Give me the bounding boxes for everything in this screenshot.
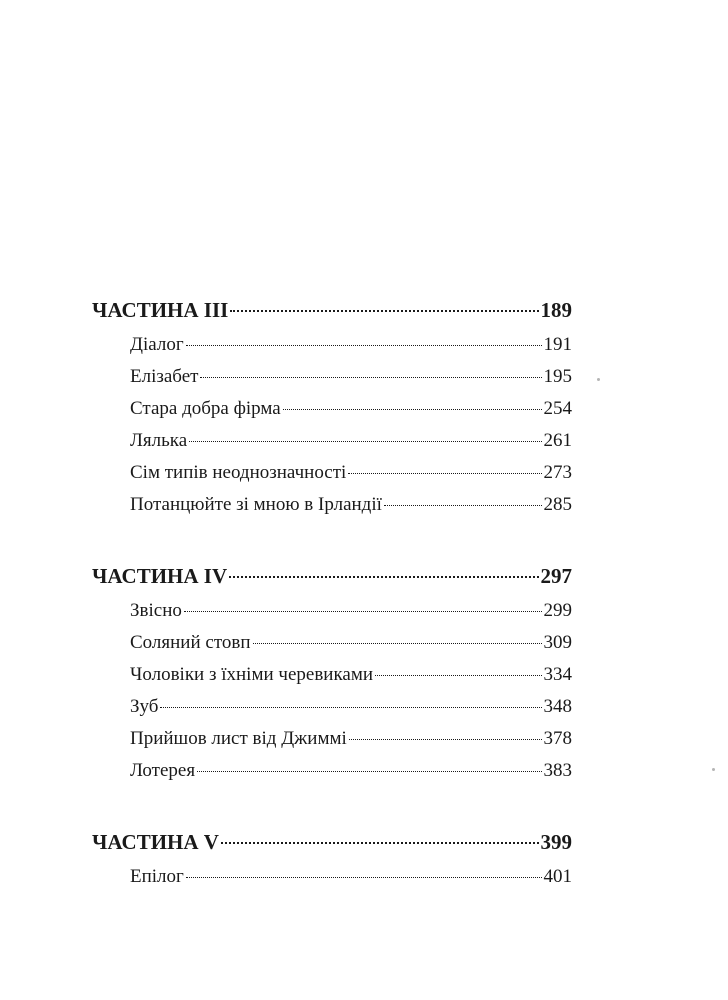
- entry-page-number: 261: [543, 430, 572, 451]
- entry-title: Лялька: [130, 430, 188, 451]
- entry-page-number: 285: [543, 494, 572, 515]
- toc-entry: [92, 723, 572, 755]
- part-page-number: 297: [540, 564, 572, 588]
- entry-page-number: 401: [543, 866, 572, 887]
- part-page-number: 189: [540, 298, 572, 322]
- scan-speck: [712, 768, 715, 771]
- toc-entry: [92, 595, 572, 627]
- toc-entry: [92, 457, 572, 489]
- entry-title: Елізабет: [130, 366, 199, 387]
- entry-title: Епілог: [130, 866, 184, 887]
- toc-entry: [92, 755, 572, 787]
- entry-title: Діалог: [130, 334, 184, 355]
- entry-page-number: 309: [543, 632, 572, 653]
- entry-page-number: 348: [543, 696, 572, 717]
- entry-title: Зуб: [130, 696, 159, 717]
- dot-leader: [160, 707, 541, 708]
- dot-leader: [348, 473, 541, 474]
- part-title: ЧАСТИНА IV: [92, 564, 228, 588]
- dot-leader: [230, 310, 538, 312]
- dot-leader: [184, 611, 542, 612]
- entry-title: Соляний стовп: [130, 632, 251, 653]
- entry-title: Прийшов лист від Джиммі: [130, 728, 347, 749]
- toc-part: [92, 825, 572, 893]
- part-title: ЧАСТИНА V: [92, 830, 219, 854]
- toc-entry: [92, 659, 572, 691]
- toc-entry: [92, 691, 572, 723]
- toc-entry: [92, 425, 572, 457]
- dot-leader: [229, 576, 538, 578]
- toc-part: [92, 559, 572, 787]
- toc-entry: [92, 627, 572, 659]
- part-title: ЧАСТИНА III: [92, 298, 229, 322]
- toc-entry: [92, 361, 572, 393]
- scan-speck: [597, 378, 600, 381]
- entry-page-number: 378: [543, 728, 572, 749]
- dot-leader: [197, 771, 541, 772]
- entry-page-number: 383: [543, 760, 572, 781]
- entry-title: Стара добра фірма: [130, 398, 281, 419]
- entry-page-number: 191: [543, 334, 572, 355]
- table-of-contents: [92, 293, 572, 931]
- toc-entry: [92, 329, 572, 361]
- entry-page-number: 254: [543, 398, 572, 419]
- part-header: [92, 293, 572, 327]
- dot-leader: [349, 739, 542, 740]
- dot-leader: [186, 877, 542, 878]
- entry-title: Лотерея: [130, 760, 196, 781]
- part-header: [92, 559, 572, 593]
- entry-page-number: 273: [543, 462, 572, 483]
- entry-page-number: 299: [543, 600, 572, 621]
- dot-leader: [375, 675, 541, 676]
- dot-leader: [253, 643, 542, 644]
- part-header: [92, 825, 572, 859]
- dot-leader: [221, 842, 539, 844]
- dot-leader: [283, 409, 542, 410]
- entry-page-number: 195: [543, 366, 572, 387]
- entry-title: Сім типів неоднозначності: [130, 462, 347, 483]
- dot-leader: [186, 345, 542, 346]
- entry-title: Чоловіки з їхніми черевиками: [130, 664, 374, 685]
- dot-leader: [200, 377, 541, 378]
- toc-entry: [92, 393, 572, 425]
- toc-part: [92, 293, 572, 521]
- dot-leader: [384, 505, 542, 506]
- part-page-number: 399: [540, 830, 572, 854]
- entry-page-number: 334: [543, 664, 572, 685]
- entry-title: Потанцюйте зі мною в Ірландії: [130, 494, 382, 515]
- toc-entry: [92, 489, 572, 521]
- entry-title: Звісно: [130, 600, 182, 621]
- dot-leader: [189, 441, 541, 442]
- toc-entry: [92, 861, 572, 893]
